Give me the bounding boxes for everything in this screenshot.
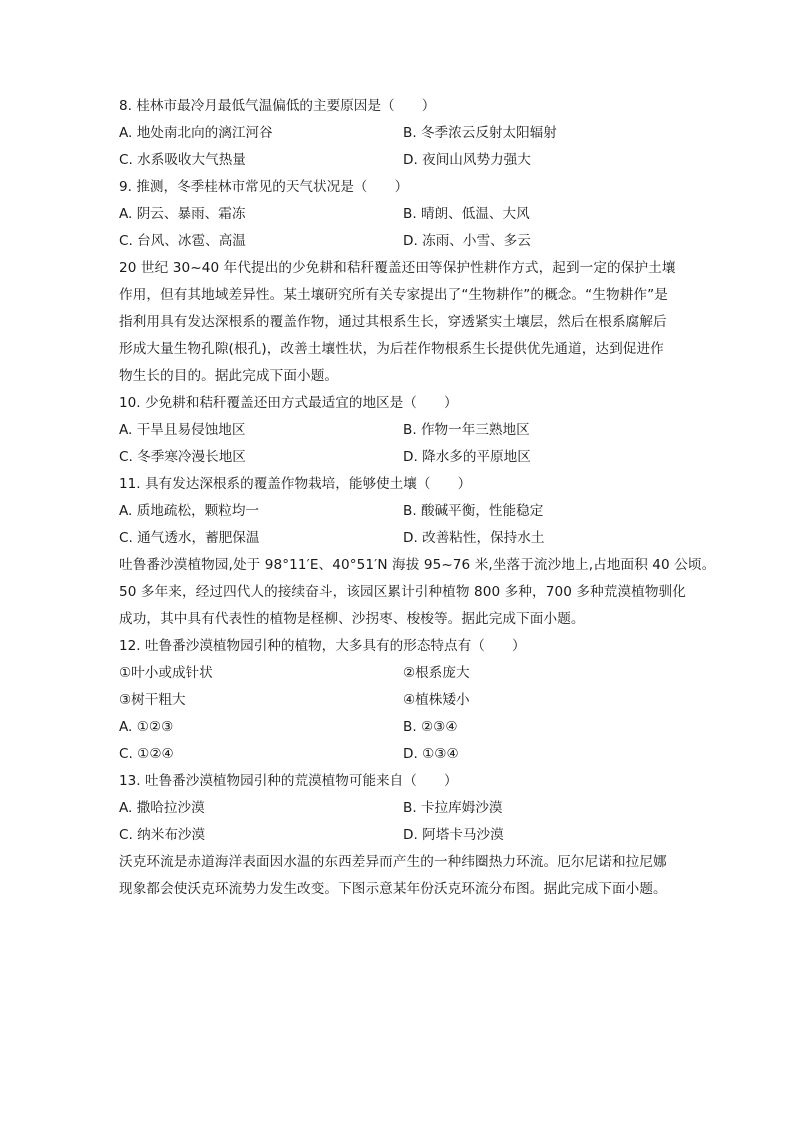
question-9-stem: 9. 推测，冬季桂林市常见的天气状况是（ ） bbox=[119, 179, 409, 195]
question-8-options-row-1 bbox=[119, 120, 685, 147]
option-a: A. 撒哈拉沙漠 bbox=[119, 800, 205, 816]
statement-3: ③树干粗大 bbox=[119, 692, 186, 708]
option-b: B. 晴朗、低温、大风 bbox=[403, 206, 530, 222]
passage-line: 20 世纪 30~40 年代提出的少免耕和秸秆覆盖还田等保护性耕作方式，起到一定的保护土壤 bbox=[119, 260, 676, 276]
option-a: A. 地处南北向的漓江河谷 bbox=[119, 125, 273, 141]
option-c: C. 纳米布沙漠 bbox=[119, 827, 206, 843]
question-9-options-row-2 bbox=[119, 228, 685, 255]
passage-line: 吐鲁番沙漠植物园,处于 98°11′E、40°51′N 海拔 95~76 米,坐落于流沙地上,占地面积 40 公顷。 bbox=[119, 557, 716, 573]
passage-line: 50 多年来，经过四代人的接续奋斗，该园区累计引种植物 800 多种，700 多种荒漠植物驯化 bbox=[119, 584, 686, 600]
question-8-options-row-2 bbox=[119, 147, 685, 174]
question-10-options-row-1 bbox=[119, 417, 685, 444]
question-10-stem: 10. 少免耕和秸秆覆盖还田方式最适宜的地区是（ ） bbox=[119, 395, 458, 411]
question-13-options-row-1 bbox=[119, 795, 685, 822]
passage-line: 现象都会使沃克环流势力发生改变。下图示意某年份沃克环流分布图。据此完成下面小题。 bbox=[119, 881, 667, 897]
question-12-options-row-2 bbox=[119, 741, 685, 768]
question-12-stem: 12. 吐鲁番沙漠植物园引种的植物，大多具有的形态特点有（ ） bbox=[119, 638, 526, 654]
option-c: C. ①②④ bbox=[119, 746, 174, 762]
option-d: D. ①③④ bbox=[403, 746, 459, 762]
option-b: B. ②③④ bbox=[403, 719, 458, 735]
passage-line: 形成大量生物孔隙(根孔)，改善土壤性状，为后茬作物根系生长提供优先通道，达到促进作 bbox=[119, 341, 664, 357]
option-a: A. 阴云、暴雨、霜冻 bbox=[119, 206, 246, 222]
question-13-stem: 13. 吐鲁番沙漠植物园引种的荒漠植物可能来自（ ） bbox=[119, 773, 458, 789]
option-a: A. ①②③ bbox=[119, 719, 174, 735]
option-a: A. 质地疏松，颗粒均一 bbox=[119, 503, 260, 519]
passage-line: 物生长的目的。据此完成下面小题。 bbox=[119, 368, 339, 384]
exam-page bbox=[119, 93, 716, 903]
option-d: D. 阿塔卡马沙漠 bbox=[403, 827, 504, 843]
option-d: D. 降水多的平原地区 bbox=[403, 449, 531, 465]
question-12-options-row-1 bbox=[119, 714, 685, 741]
question-10-options-row-2 bbox=[119, 444, 685, 471]
option-a: A. 干旱且易侵蚀地区 bbox=[119, 422, 246, 438]
question-11-options-row-1 bbox=[119, 498, 685, 525]
statement-1: ①叶小或成针状 bbox=[119, 665, 213, 681]
option-d: D. 改善粘性，保持水土 bbox=[403, 530, 545, 546]
option-c: C. 水系吸收大气热量 bbox=[119, 152, 246, 168]
passage-line: 成功，其中具有代表性的植物是柽柳、沙拐枣、梭梭等。据此完成下面小题。 bbox=[119, 611, 585, 627]
question-11-stem: 11. 具有发达深根系的覆盖作物栽培，能够使土壤（ ） bbox=[119, 476, 472, 492]
question-8-stem: 8. 桂林市最冷月最低气温偏低的主要原因是（ ） bbox=[119, 98, 436, 114]
option-b: B. 卡拉库姆沙漠 bbox=[403, 800, 503, 816]
option-b: B. 作物一年三熟地区 bbox=[403, 422, 530, 438]
option-b: B. 冬季浓云反射太阳辐射 bbox=[403, 125, 557, 141]
option-b: B. 酸碱平衡，性能稳定 bbox=[403, 503, 544, 519]
passage-line: 作用，但有其地域差异性。某土壤研究所有关专家提出了“生物耕作”的概念。“生物耕作”是 bbox=[119, 287, 668, 303]
question-11-options-row-2 bbox=[119, 525, 685, 552]
question-13-options-row-2 bbox=[119, 822, 685, 849]
question-9-options-row-1 bbox=[119, 201, 685, 228]
option-d: D. 夜间山风势力强大 bbox=[403, 152, 531, 168]
statement-2: ②根系庞大 bbox=[403, 665, 470, 681]
question-12-items-row-1 bbox=[119, 660, 685, 687]
option-c: C. 通气透水，蓄肥保温 bbox=[119, 530, 260, 546]
passage-line: 沃克环流是赤道海洋表面因水温的东西差异而产生的一种纬圈热力环流。厄尔尼诺和拉尼娜 bbox=[119, 854, 667, 870]
statement-4: ④植株矮小 bbox=[403, 692, 470, 708]
option-c: C. 冬季寒冷漫长地区 bbox=[119, 449, 246, 465]
option-d: D. 冻雨、小雪、多云 bbox=[403, 233, 531, 249]
question-12-items-row-2 bbox=[119, 687, 685, 714]
option-c: C. 台风、冰雹、高温 bbox=[119, 233, 246, 249]
passage-line: 指利用具有发达深根系的覆盖作物，通过其根系生长，穿透紧实土壤层，然后在根系腐解后 bbox=[119, 314, 667, 330]
